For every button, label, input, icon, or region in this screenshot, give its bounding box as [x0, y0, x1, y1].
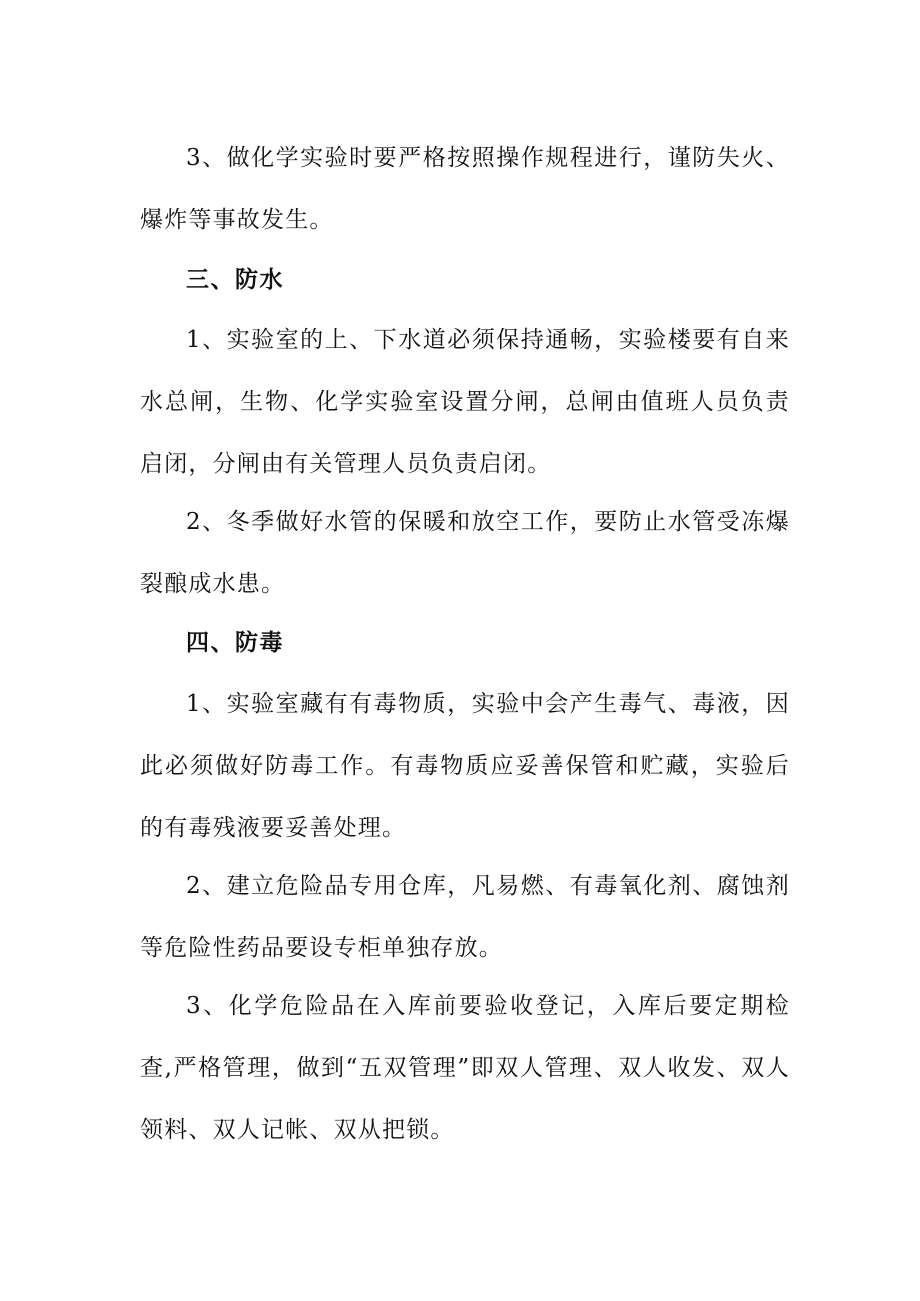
paragraph-fire-safety-3: 3、做化学实验时要严格按照操作规程进行，谨防失火、爆炸等事故发生。	[140, 145, 790, 233]
paragraph-poison-2: 2、建立危险品专用仓库，凡易燃、有毒氧化剂、腐蚀剂等危险性药品要设专柜单独存放。	[140, 873, 790, 961]
paragraph-poison-3: 3、化学危险品在入库前要验收登记，入库后要定期检查,严格管理，做到“五双管理”即双人管理、双人收发、双人领料、双人记帐、双从把锁。	[140, 993, 790, 1143]
section-heading-anti-poison: 四、防毒	[186, 630, 284, 656]
paragraph-water-1: 1、实验室的上、下水道必须保持通畅，实验楼要有自来水总闸，生物、化学实验室设置分闸，总闸由值班人员负责启闭，分闸由有关管理人员负责启闭。	[140, 327, 790, 477]
paragraph-poison-1: 1、实验室藏有有毒物质，实验中会产生毒气、毒液，因此必须做好防毒工作。有毒物质应妥善保管和贮藏，实验后的有毒残液要妥善处理。	[140, 691, 790, 841]
paragraph-water-2: 2、冬季做好水管的保暖和放空工作，要防止水管受冻爆裂酿成水患。	[140, 509, 790, 597]
section-heading-waterproof: 三、防水	[186, 267, 284, 293]
